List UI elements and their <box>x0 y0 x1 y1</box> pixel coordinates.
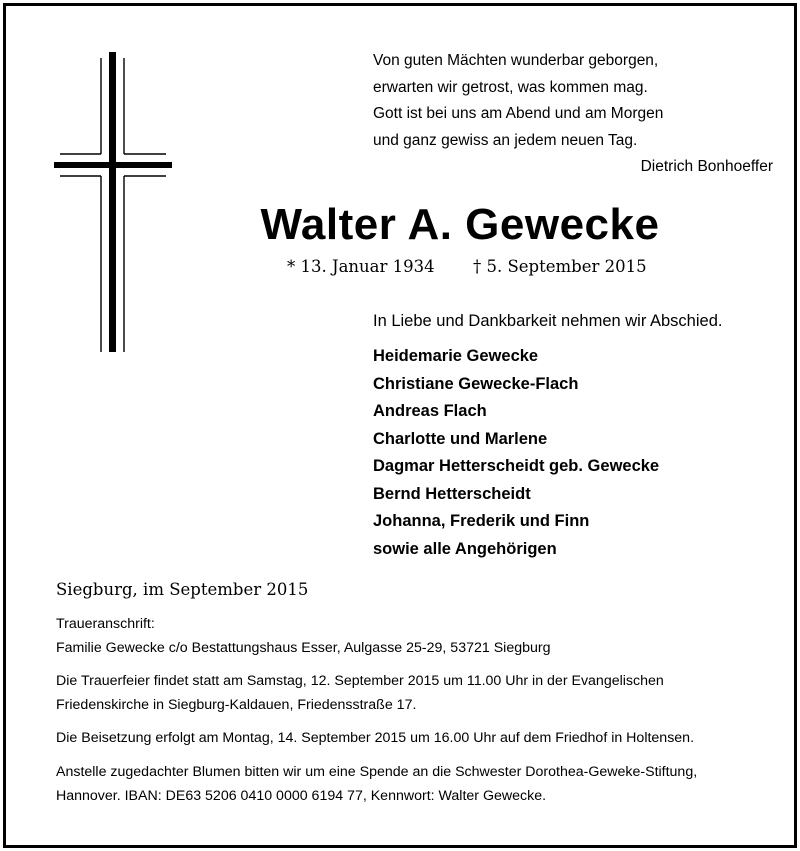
birth-date: * 13. Januar 1934 <box>287 257 435 276</box>
poem-line: und ganz gewiss an jedem neuen Tag. <box>373 131 638 149</box>
poem <box>373 48 773 154</box>
address-label: Traueranschrift: <box>56 616 155 632</box>
service-block <box>56 669 744 717</box>
mourner-name: Charlotte und Marlene <box>373 429 548 448</box>
mourner-name: Dagmar Hetterscheidt geb. Gewecke <box>373 457 660 475</box>
address-text: Familie Gewecke c/o Bestattungshaus Esser, Aulgasse 25-29, 53721 Siegburg <box>56 640 551 656</box>
poem-author: Dietrich Bonhoeffer <box>640 158 773 175</box>
deceased-name: Walter A. Gewecke <box>260 200 660 249</box>
donation-text: Anstelle zugedachter Blumen bitten wir um eine Spende an die Schwester Dorothea-Geweke-Stiftung, <box>56 764 698 780</box>
poem-line: Von guten Mächten wunderbar geborgen, <box>373 52 659 69</box>
address-block <box>56 612 744 660</box>
mourner-name: Johanna, Frederik und Finn <box>373 512 590 530</box>
service-text: Friedenskirche in Siegburg-Kaldauen, Friedensstraße 17. <box>56 697 417 713</box>
donation-block <box>56 760 744 808</box>
place-date: Siegburg, im September 2015 <box>56 580 309 599</box>
mourner-name: sowie alle Angehörigen <box>373 539 557 558</box>
mourner-name: Christiane Gewecke-Flach <box>373 374 579 393</box>
poem-line: erwarten wir getrost, was kommen mag. <box>373 78 648 96</box>
mourner-name: Andreas Flach <box>373 402 487 420</box>
death-date: † 5. September 2015 <box>473 257 647 276</box>
mourners-list <box>373 343 659 563</box>
burial-text: Die Beisetzung erfolgt am Montag, 14. September 2015 um 16.00 Uhr auf dem Friedhof in Holtensen. <box>56 730 695 746</box>
donation-text: Hannover. IBAN: DE63 5206 0410 0000 6194 77, Kennwort: Walter Gewecke. <box>56 788 547 804</box>
mourner-name: Bernd Hetterscheidt <box>373 484 531 503</box>
service-text: Die Trauerfeier findet statt am Samstag, 12. September 2015 um 11.00 Uhr in der Evangelischen <box>56 673 664 689</box>
poem-line: Gott ist bei uns am Abend und am Morgen <box>373 105 664 122</box>
farewell-text: In Liebe und Dankbarkeit nehmen wir Abschied. <box>373 312 723 330</box>
mourner-name: Heidemarie Gewecke <box>373 347 539 365</box>
